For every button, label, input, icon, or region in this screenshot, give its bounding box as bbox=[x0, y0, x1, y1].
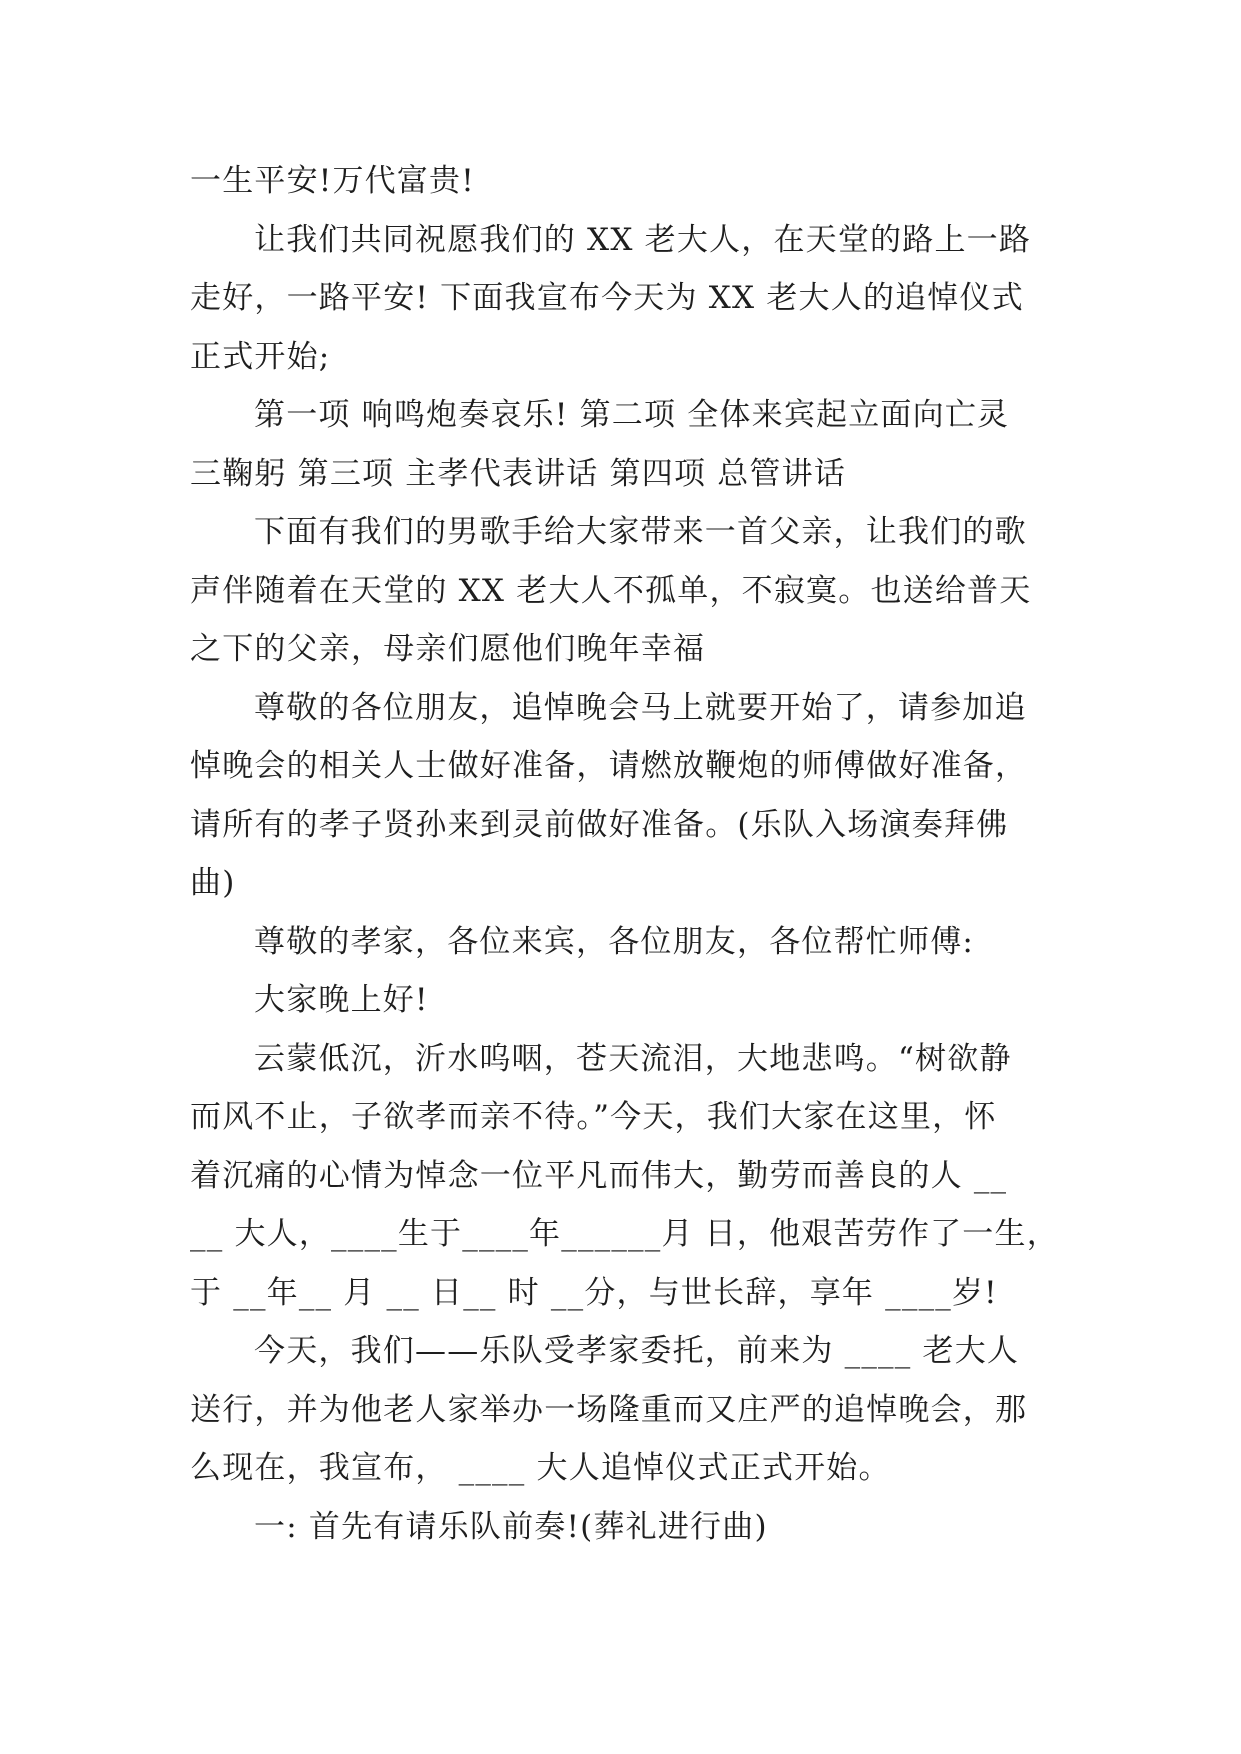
text-line: 三鞠躬 第三项 主孝代表讲话 第四项 总管讲话 bbox=[190, 455, 847, 492]
text-line: 走好，一路平安! 下面我宣布今天为 XX 老大人的追悼仪式 bbox=[190, 280, 1024, 316]
paragraph-start: 尊敬的各位朋友，追悼晚会马上就要开始了，请参加追 bbox=[254, 689, 1027, 726]
greeting: 大家晚上好! bbox=[254, 982, 429, 1018]
paragraph-start: 一: 首先有请乐队前奏!(葬礼进行曲) bbox=[254, 1508, 768, 1545]
text-line: 于 __年__ 月 __ 日__ 时 __分，与世长辞，享年 ____岁! bbox=[190, 1274, 998, 1311]
text-line: 着沉痛的心情为悼念一位平凡而伟大，勤劳而善良的人 __ bbox=[190, 1157, 1008, 1194]
paragraph-start: 第一项 响鸣炮奏哀乐! 第二项 全体来宾起立面向亡灵 bbox=[254, 397, 1010, 433]
text-line: 一生平安!万代富贵! bbox=[190, 163, 475, 199]
paragraph-start: 让我们共同祝愿我们的 XX 老大人，在天堂的路上一路 bbox=[254, 221, 1032, 258]
text-line: 声伴随着在天堂的 XX 老大人不孤单，不寂寞。也送给普天 bbox=[190, 572, 1032, 609]
text-line: 而风不止，子欲孝而亲不待。”今天，我们大家在这里，怀 bbox=[190, 1099, 997, 1135]
text-line: 请所有的孝子贤孙来到灵前做好准备。(乐队入场演奏拜佛 bbox=[190, 806, 1009, 843]
salutation: 尊敬的孝家，各位来宾，各位朋友，各位帮忙师傅: bbox=[254, 923, 975, 960]
paragraph-start: 云蒙低沉，沂水呜咽，苍天流泪，大地悲鸣。“树欲静 bbox=[254, 1040, 1012, 1077]
text-line: __ 大人，____生于____年______月 日，他艰苦劳作了一生， bbox=[190, 1216, 1059, 1252]
text-line: 正式开始; bbox=[190, 338, 331, 375]
text-line: 么现在，我宣布， ____ 大人追悼仪式正式开始。 bbox=[190, 1450, 891, 1486]
paragraph-start: 下面有我们的男歌手给大家带来一首父亲，让我们的歌 bbox=[254, 514, 1027, 550]
text-line: 送行，并为他老人家举办一场隆重而又庄严的追悼晚会，那 bbox=[190, 1391, 1028, 1428]
text-line: 之下的父亲，母亲们愿他们晚年幸福 bbox=[190, 631, 706, 667]
document-page bbox=[190, 152, 1059, 1556]
text-line: 悼晚会的相关人士做好准备，请燃放鞭炮的师傅做好准备， bbox=[190, 748, 1028, 784]
text-line: 曲) bbox=[190, 865, 236, 901]
paragraph-start: 今天，我们——乐队受孝家委托，前来为 ____ 老大人 bbox=[254, 1333, 1020, 1369]
